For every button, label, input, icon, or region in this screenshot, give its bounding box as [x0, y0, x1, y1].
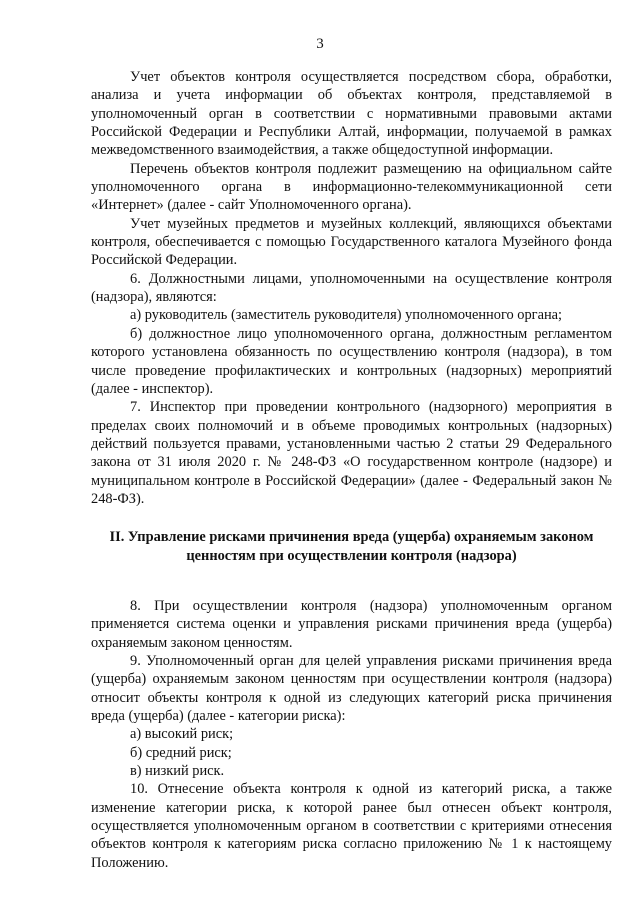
risk-item-high: а) высокий риск; [130, 726, 234, 743]
paragraph-6b: б) должностное лицо уполномоченного органа, должностным регламентом которого установлена обязанность по осуществлению контроля (надзора), в том числе проведение профилактических и контрольных (надзорных) мероприятий (далее - инспектор). [91, 325, 612, 397]
document-body [91, 68, 612, 872]
paragraph-10-assignment: 10. Отнесение объекта контроля к одной из категорий риска, а также изменение категории риска, к которой ранее был отнесен объект контроля, осуществляется уполномоченным органом в соответствии с критериями отнесения объектов контроля к категориям риска согласно приложению № 1 к настоящему Положению. [91, 781, 612, 871]
risk-item-low: в) низкий риск. [130, 763, 225, 780]
section-2-heading: II. Управление рисками причинения вреда (ущерба) охраняемым законом ценностям при осуществлении контроля (надзора) [109, 529, 594, 564]
paragraph-objects-list: Перечень объектов контроля подлежит размещению на официальном сайте уполномоченного органа в информационно-телекоммуникационной сети «Интернет» (далее - сайт Уполномоченного органа). [91, 160, 612, 214]
section-gap [91, 579, 612, 597]
paragraph-objects-accounting: Учет объектов контроля осуществляется посредством сбора, обработки, анализа и учета информации об объектах контроля, представляемой в уполномоченный орган в соответствии с нормативными правовыми актами Российской Федерации и Республики Алтай, информации, получаемой в рамках межведомственного взаимодействия, а также общедоступной информации. [91, 69, 612, 159]
risk-item-medium: б) средний риск; [130, 744, 232, 761]
paragraph-8-risk-system: 8. При осуществлении контроля (надзора) уполномоченным органом применяется система оценки и управления рисками причинения вреда (ущерба) охраняемым законом ценностям. [91, 597, 612, 651]
paragraph-museum-items: Учет музейных предметов и музейных коллекций, являющихся объектами контроля, обеспечивается с помощью Государственного каталога Музейного фонда Российской Федерации. [91, 215, 612, 269]
paragraph-9-risk-categories: 9. Уполномоченный орган для целей управления рисками причинения вреда (ущерба) охраняемым законом ценностям при осуществлении контроля (надзора) относит объекты контроля к одной из следующих категорий риска причинения вреда (ущерба) (далее - категории риска): [91, 652, 612, 724]
paragraph-7-inspector: 7. Инспектор при проведении контрольного (надзорного) мероприятия в пределах своих полномочий и в объеме проводимых контрольных (надзорных) действий пользуется правами, установленными частью 2 статьи 29 Федерального закона от 31 июля 2020 г. № 248-ФЗ «О государственном контроле (надзоре) и муниципальном контроле в Российской Федерации» (далее - Федеральный закон № 248-ФЗ). [91, 399, 612, 507]
paragraph-6a: а) руководитель (заместитель руководителя) уполномоченного органа; [130, 307, 563, 324]
paragraph-6-officials: 6. Должностными лицами, уполномоченными на осуществление контроля (надзора), являются: [91, 270, 612, 306]
page-number: 3 [316, 36, 324, 52]
